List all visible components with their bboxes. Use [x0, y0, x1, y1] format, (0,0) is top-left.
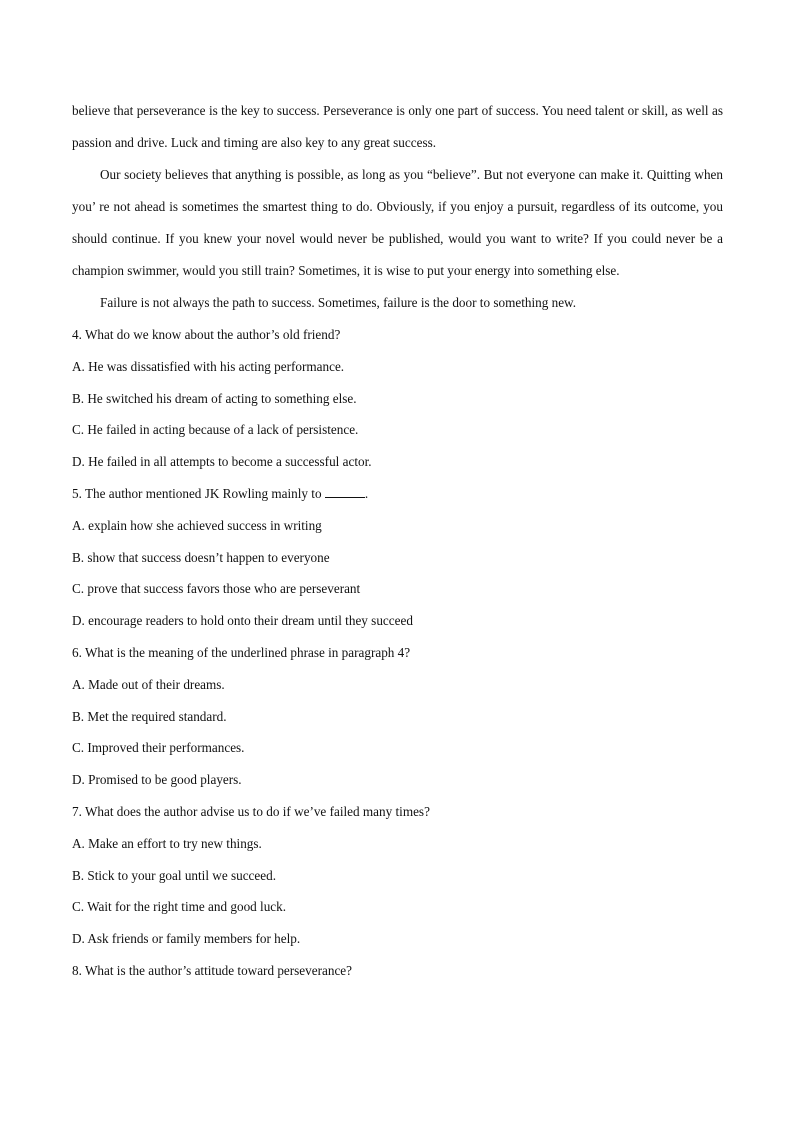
question-stem-text: 5. The author mentioned JK Rowling mainly to: [72, 485, 325, 501]
option-b: B. Met the required standard.: [72, 708, 227, 724]
option-c: C. He failed in acting because of a lack of persistence.: [72, 422, 359, 438]
option-d: D. encourage readers to hold onto their dream until they succeed: [72, 613, 413, 629]
question-8: [72, 955, 723, 987]
option-d: D. Ask friends or family members for help.: [72, 931, 301, 947]
question-stem: 8. What is the author’s attitude toward perseverance?: [72, 962, 353, 978]
question-4: [72, 319, 723, 478]
option-c: C. Improved their performances.: [72, 740, 245, 756]
answer-blank: [325, 486, 365, 498]
question-stem: 4. What do we know about the author’s old friend?: [72, 327, 341, 342]
question-5: [72, 478, 723, 637]
option-c: C. Wait for the right time and good luck.: [72, 899, 287, 915]
option-a: A. Make an effort to try new things.: [72, 835, 262, 851]
question-stem: [72, 478, 723, 510]
option-b: B. Stick to your goal until we succeed.: [72, 867, 277, 883]
passage-paragraph-2: Our society believes that anything is possible, as long as you “believe”. But not everyone can make it. Quitting when you’ re not ahead is sometimes the smartest thing to do. Obviously, if you enjoy a pursuit, regardless of its outcome, you should continue. If you knew your novel would never be published, would you want to write? If you could never be a champion swimmer, would you still train? Sometimes, it is wise to put your energy into something else.: [72, 167, 723, 278]
option-c: C. prove that success favors those who are perseverant: [72, 581, 361, 597]
document-page: [72, 95, 723, 987]
passage-paragraph-1: believe that perseverance is the key to success. Perseverance is only one part of success. You need talent or skill, as well as passion and drive. Luck and timing are also key to any great success.: [72, 103, 723, 150]
question-7: [72, 796, 723, 955]
option-d: D. He failed in all attempts to become a successful actor.: [72, 454, 372, 470]
passage-paragraph-3: Failure is not always the path to success. Sometimes, failure is the door to something new.: [100, 295, 577, 310]
option-d: D. Promised to be good players.: [72, 772, 242, 788]
question-stem: 6. What is the meaning of the underlined phrase in paragraph 4?: [72, 644, 411, 660]
question-stem: 7. What does the author advise us to do if we’ve failed many times?: [72, 803, 430, 819]
question-6: [72, 637, 723, 796]
option-b: B. show that success doesn’t happen to everyone: [72, 549, 330, 565]
option-a: A. Made out of their dreams.: [72, 676, 225, 692]
question-stem-end: .: [364, 485, 369, 501]
option-a: A. explain how she achieved success in writing: [72, 517, 322, 533]
option-b: B. He switched his dream of acting to something else.: [72, 390, 357, 406]
option-a: A. He was dissatisfied with his acting performance.: [72, 358, 345, 374]
